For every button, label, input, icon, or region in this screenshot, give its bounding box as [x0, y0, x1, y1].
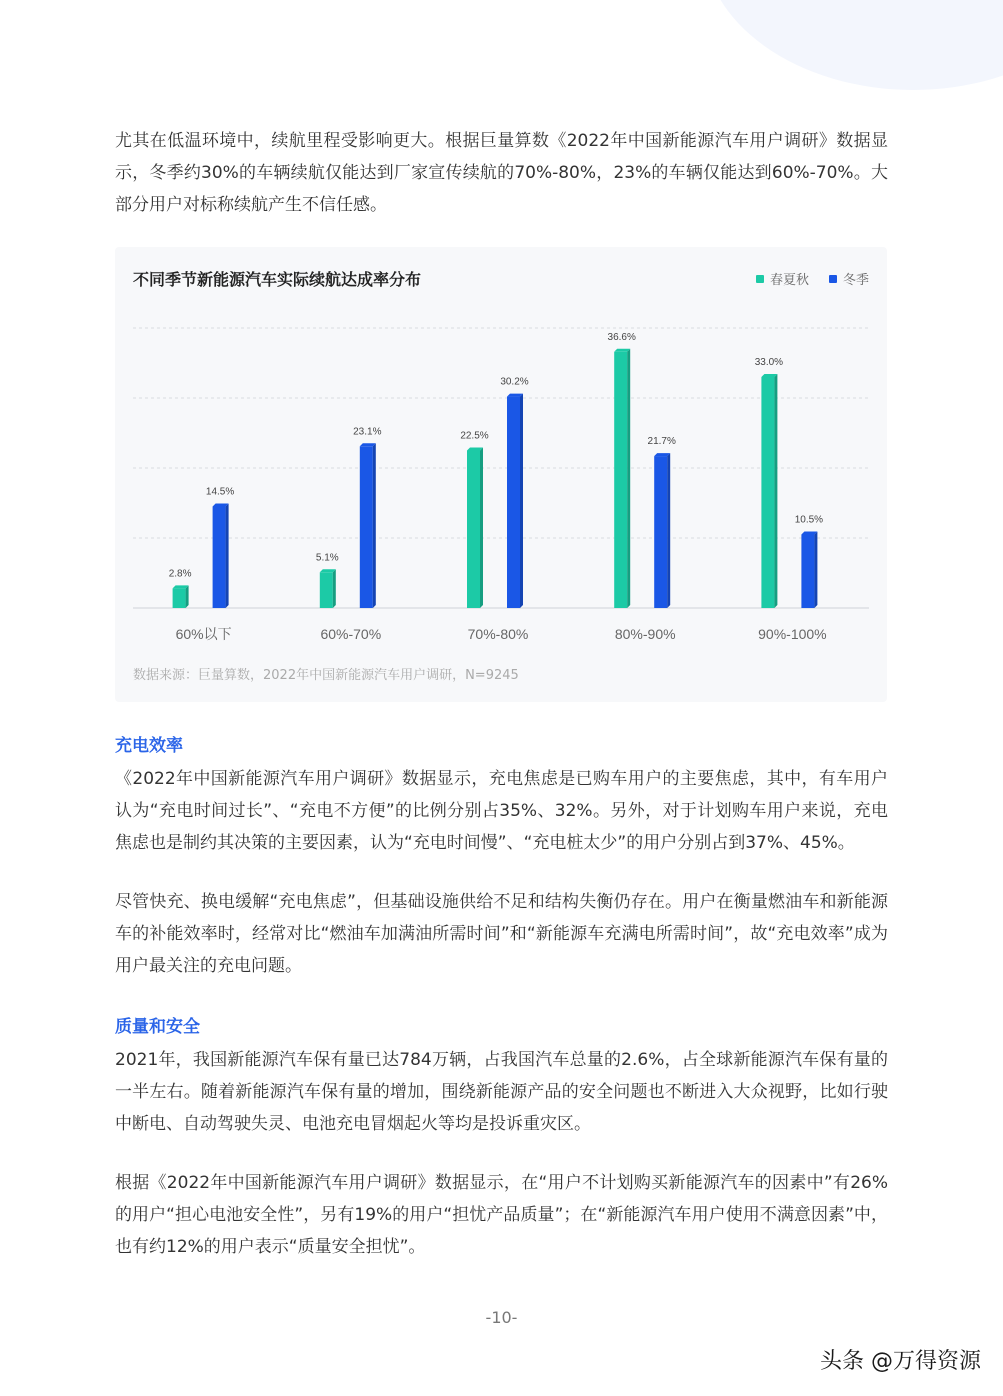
bar-side [520, 394, 523, 608]
charging-paragraph-2: 尽管快充、换电缓解“充电焦虑”，但基础设施供给不足和结构失衡仍存在。用户在衡量燃油车和新能源车的补能效率时，经常对比“燃油车加满油所需时间”和“新能源车充满电所需时间”，故“充电效率”成为用户最关注的充电问题。 [115, 892, 888, 976]
watermark: 头条 @万得资源 [820, 1349, 981, 1374]
bar-side [186, 585, 189, 608]
bar [213, 507, 226, 609]
data-label: 33.0% [754, 357, 784, 368]
intro-paragraph: 尤其在低温环境中，续航里程受影响更大。根据巨量算数《2022年中国新能源汽车用户调研》数据显示，冬季约30%的车辆续航仅能达到厂家宣传续航的70%-80%，23%的车辆仅能达到60%-70%。大部分用户对标称续航产生不信任感。 [115, 131, 888, 215]
bar [761, 377, 774, 608]
bar-side [333, 569, 336, 608]
bar-side [226, 504, 229, 609]
charging-paragraph-1: 《2022年中国新能源汽车用户调研》数据显示，充电焦虑是已购车用户的主要焦虑，其中，有车用户认为“充电时间过长”、“充电不方便”的比例分别占35%、32%。另外，对于计划购车用户来说，充电焦虑也是制约其决策的主要因素，认为“充电时间慢”、“充电桩太少”的用户分别占到37%、45%。 [115, 769, 888, 853]
bar-side [774, 374, 777, 608]
bar [654, 456, 667, 608]
legend-label-series-1: 春夏秋 [769, 273, 809, 288]
bar-side [480, 448, 483, 609]
data-label: 21.7% [647, 436, 676, 448]
data-label: 22.5% [460, 430, 489, 442]
data-label: 5.1% [315, 552, 339, 564]
chart-source: 数据来源：巨量算数，2022年中国新能源汽车用户调研，N=9245 [133, 668, 519, 683]
page-number: -10- [485, 1308, 518, 1327]
data-label: 36.6% [607, 331, 636, 343]
section-heading-charging: 充电效率 [115, 736, 183, 756]
quality-paragraph-1: 2021年，我国新能源汽车保有量已达784万辆，占我国汽车总量的2.6%，占全球新能源汽车保有量的一半左右。随着新能源汽车保有量的增加，围绕新能源产品的安全问题也不断进入大众视野，比如行驶中断电、自动驾驶失灵、电池充电冒烟起火等均是投诉重灾区。 [115, 1050, 888, 1134]
quality-paragraph-2: 根据《2022年中国新能源汽车用户调研》数据显示，在“用户不计划购买新能源汽车的因素中”有26%的用户“担心电池安全性”，另有19%的用户“担忧产品质量”；在“新能源汽车用户使用不满意因素”中，也有约12%的用户表示“质量安全担忧”。 [115, 1173, 888, 1257]
data-label: 2.8% [168, 568, 192, 580]
legend-label-series-2: 冬季 [842, 273, 869, 288]
data-label: 23.1% [353, 426, 382, 438]
bar-side [667, 453, 670, 608]
bar [173, 588, 186, 608]
data-label: 10.5% [794, 514, 824, 526]
bar [360, 446, 373, 608]
category-label: 60%-70% [320, 626, 382, 642]
chart-card [115, 247, 887, 702]
section-heading-quality: 质量和安全 [115, 1017, 200, 1037]
data-label: 14.5% [205, 486, 235, 498]
bar-side [627, 349, 630, 608]
chart-title: 不同季节新能源汽车实际续航达成率分布 [133, 270, 422, 289]
corner-decoration [703, 0, 1003, 90]
bar [320, 572, 333, 608]
bar-side [814, 532, 817, 609]
bar [467, 451, 480, 609]
bar [801, 535, 814, 609]
bar [507, 397, 520, 608]
category-label: 90%-100% [758, 626, 827, 642]
bar-chart [115, 247, 887, 702]
bar-side [373, 443, 376, 608]
data-label: 30.2% [500, 376, 529, 388]
category-label: 80%-90% [614, 626, 676, 642]
bar [614, 352, 627, 608]
category-label: 60%以下 [175, 626, 232, 642]
category-label: 70%-80% [467, 626, 529, 642]
